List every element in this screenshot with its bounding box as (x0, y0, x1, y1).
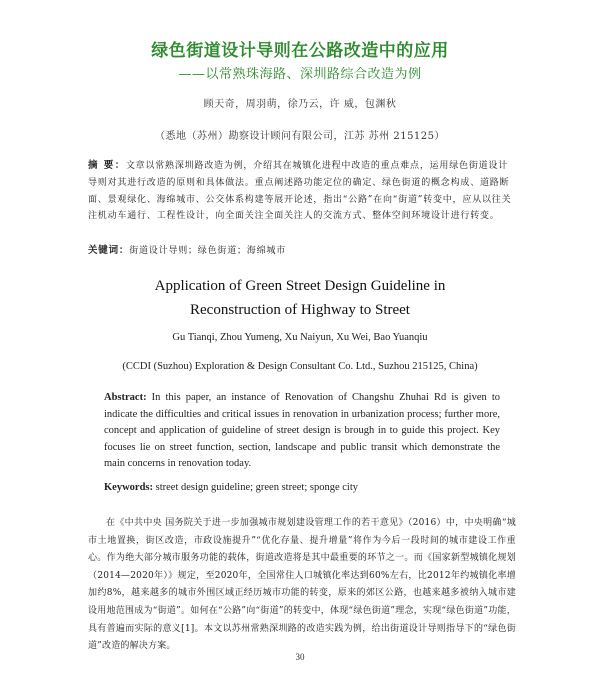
en-keywords-label: Keywords: (104, 482, 153, 493)
en-abstract-text: In this paper, an instance of Renovation of Changshu Zhuhai Rd is given to indicate the difficulties and critical issues in renovation in urbanization process; further more, concept and application of guideline of street design is brough in to guide this project. Key focuses lie on street function, section, landscape and public transit which demonstrate the main concerns in renovation today. (104, 392, 500, 470)
en-keywords-text: street design guideline; green street; sponge city (155, 482, 358, 493)
page-number: 30 (295, 652, 305, 662)
body-paragraph: 在《中共中央 国务院关于进一步加强城市规划建设管理工作的若干意见》（2016）中，中央明确“城市土地置换，街区改造，市政设施提升”“优化存量、提升增量”将作为今后一段时间的城市建设工作重心。作为绝大部分城市服务功能的载体，街道改造将是其中最重要的环节之一。而《国家新型城镇化规划（2014—2020年）》规定，至2020年，全国常住人口城镇化率达到60%左右，比2012年约城镇化率增加约8%，越来越多的城市外围区域正经历城市功能的转变，原来的郊区公路，也越来越多被纳入城市建设用地范围成为“街道”。如何在“公路”向“街道”的转变中，体现“绿色街道”理念，实现“绿色街道”功能，具有普遍而实际的意义[1]。本文以苏州常熟深圳路的改造实践为例，给出街道设计导则指导下的“绿色街道”改造的解决方案。 (88, 518, 516, 652)
cn-authors: 顾天奇，周羽萌，徐乃云，许 威，包渊秋 (203, 99, 397, 110)
en-keywords (104, 482, 500, 493)
cn-title: 绿色街道设计导则在公路改造中的应用 (151, 41, 449, 61)
en-title-line2: Reconstruction of Highway to Street (190, 302, 410, 318)
en-title-line1: Application of Green Street Design Guideline in (154, 278, 446, 294)
en-abstract-label: Abstract: (104, 392, 147, 403)
cn-abstract-text: 文章以常熟深圳路改造为例，介绍其在城镇化进程中改造的重点难点，运用绿色街道设计导则对其进行改造的原则和具体做法。重点阐述路功能定位的确定、绿色街道的概念构成、道路断面、景观绿化、海绵城市、公交体系构建等展开论述，指出“公路”在向“街道”转变中，应从以往关注机动车通行、工程性设计，向全面关注全面关注人的交流方式、整体空间环境设计进行转变。 (88, 161, 512, 222)
en-authors: Gu Tianqi, Zhou Yumeng, Xu Naiyun, Xu Wei, Bao Yuanqiu (172, 332, 428, 343)
cn-subtitle: ——以常熟珠海路、深圳路综合改造为例 (178, 67, 422, 82)
cn-keywords (88, 244, 512, 258)
en-affiliation: (CCDI (Suzhou) Exploration & Design Consultant Co. Ltd., Suzhou 215125, China) (122, 361, 478, 372)
cn-abstract-label: 摘 要： (88, 160, 126, 171)
cn-keywords-label: 关键词： (88, 245, 130, 256)
cn-abstract (88, 158, 512, 225)
en-abstract (104, 390, 500, 473)
cn-affiliation: （悉地（苏州）勘察设计顾问有限公司，江苏 苏州 215125） (154, 131, 446, 142)
cn-keywords-text: 街道设计导则；绿色街道；海绵城市 (129, 246, 287, 256)
